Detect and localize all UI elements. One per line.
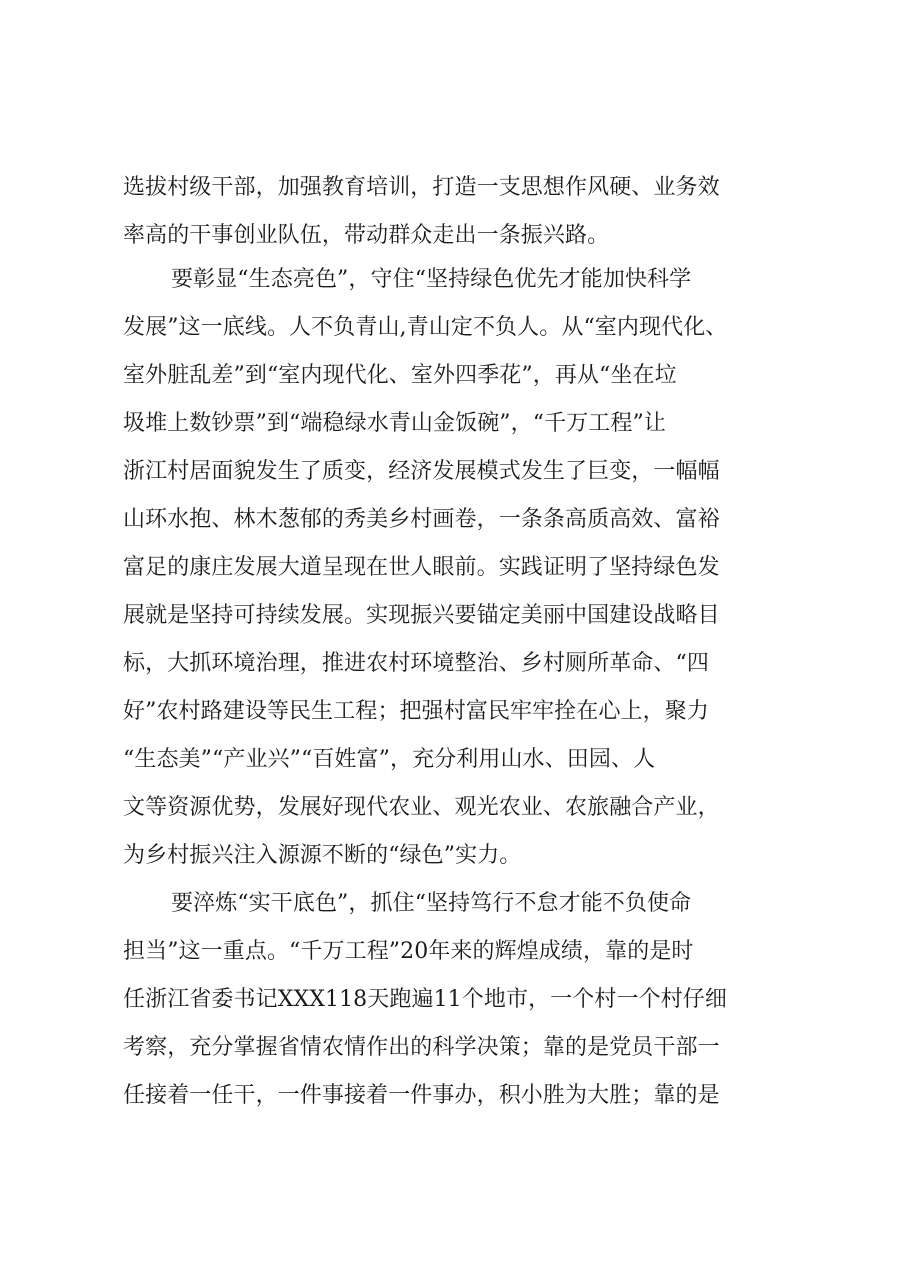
paragraph-2-line-1: 要彰显“生态亮色”，守住“坚持绿色优先才能加快科学 xyxy=(171,267,692,292)
paragraph-2-line-9: 标，大抓环境治理，推进农村环境整治、乡村厕所革命、“四 xyxy=(123,651,709,676)
paragraph-1-line-1: 选拔村级干部，加强教育培训，打造一支思想作风硬、业务效 xyxy=(123,175,720,200)
paragraph-2-line-8: 展就是坚持可持续发展。实现振兴要锚定美丽中国建设战略目 xyxy=(123,603,720,628)
paragraph-2-line-4: 圾堆上数钞票”到“端稳绿水青山金饭碗”，“千万工程”让 xyxy=(123,411,666,436)
paragraph-3-line-5: 任接着一任干，一件事接着一件事办，积小胜为大胜；靠的是 xyxy=(123,1083,720,1108)
paragraph-2-line-3: 室外脏乱差”到“室内现代化、室外四季花”，再从“坐在垃 xyxy=(123,363,677,388)
paragraph-3-line-3: 任浙江省委书记XXX118天跑遍11个地市，一个村一个村仔细 xyxy=(123,987,727,1012)
paragraph-2-line-10: 好”农村路建设等民生工程；把强村富民牢牢拴在心上，聚力 xyxy=(123,699,709,724)
paragraph-1-line-2: 率高的干事创业队伍，带动群众走出一条振兴路。 xyxy=(123,223,610,248)
paragraph-2-line-7: 富足的康庄发展大道呈现在世人眼前。实践证明了坚持绿色发 xyxy=(123,555,720,580)
paragraph-2-line-2: 发展”这一底线。人不负青山,青山定不负人。从“室内现代化、 xyxy=(123,315,728,340)
paragraph-2-line-13: 为乡村振兴注入源源不断的“绿色”实力。 xyxy=(123,843,522,868)
paragraph-2-line-5: 浙江村居面貌发生了质变，经济发展模式发生了巨变，一幅幅 xyxy=(123,459,720,484)
paragraph-2-line-12: 文等资源优势，发展好现代农业、观光农业、农旅融合产业， xyxy=(123,795,720,820)
paragraph-3-line-4: 考察，充分掌握省情农情作出的科学决策；靠的是党员干部一 xyxy=(123,1035,720,1060)
paragraph-3-line-2: 担当”这一重点。“千万工程”20年来的辉煌成绩，靠的是时 xyxy=(123,939,694,964)
paragraph-2-line-6: 山环水抱、林木葱郁的秀美乡村画卷，一条条高质高效、富裕 xyxy=(123,507,720,532)
paragraph-3-line-1: 要淬炼“实干底色”，抓住“坚持笃行不怠才能不负使命 xyxy=(171,891,692,916)
paragraph-2-line-11: “生态美”“产业兴”“百姓富”，充分利用山水、田园、人 xyxy=(123,747,656,772)
